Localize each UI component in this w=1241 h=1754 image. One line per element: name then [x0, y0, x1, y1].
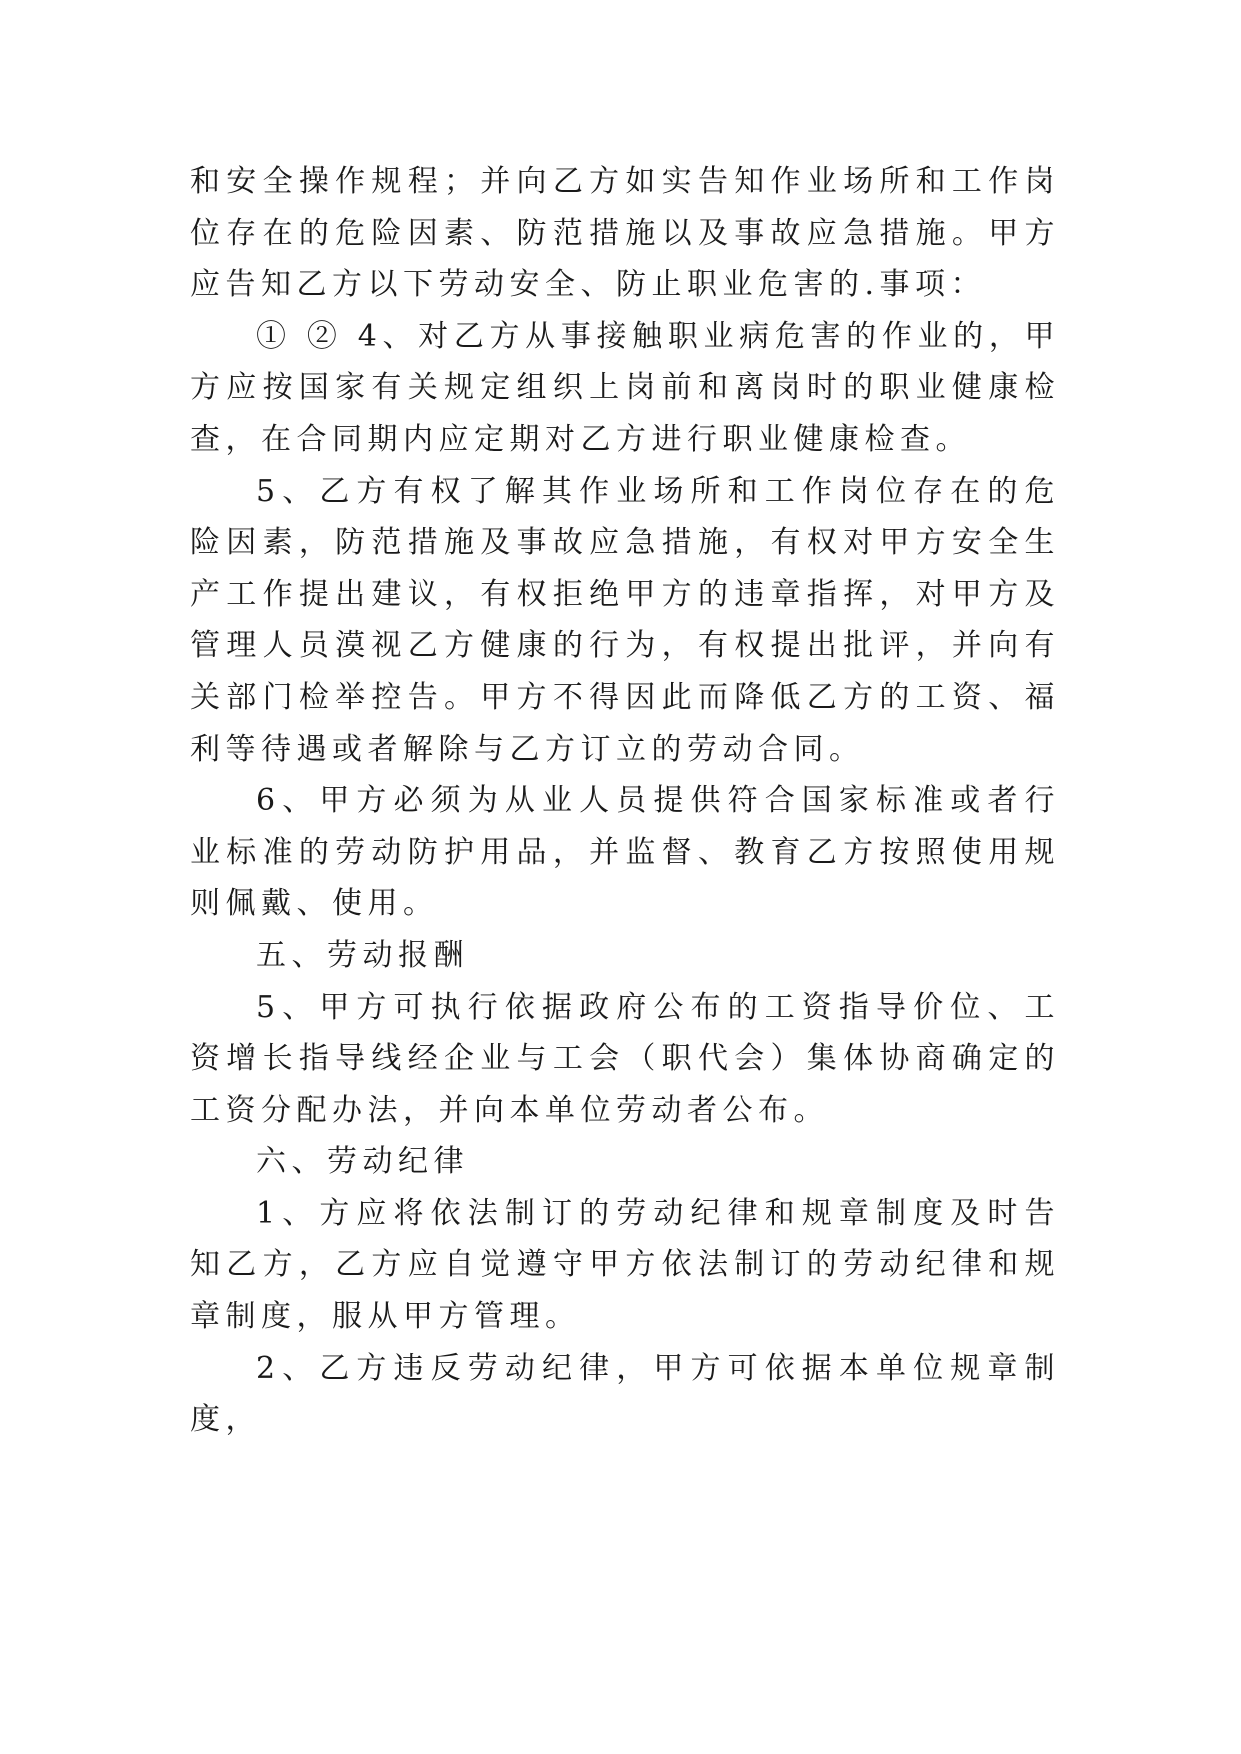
paragraph-health-check: ① ② 4、对乙方从事接触职业病危害的作业的，甲方应按国家有关规定组织上岗前和离岗时的职业健康检查，在合同期内应定期对乙方进行职业健康检查。 [190, 318, 1060, 457]
paragraph-worker-rights: 5、乙方有权了解其作业场所和工作岗位存在的危险因素，防范措施及事故应急措施，有权对甲方安全生产工作提出建议，有权拒绝甲方的违章指挥，对甲方及管理人员漠视乙方健康的行为，有权提出批评，并向有关部门检举控告。甲方不得因此而降低乙方的工资、福利等待遇或者解除与乙方订立的劳动合同。 [190, 473, 1060, 767]
section-heading-remuneration: 五、劳动报酬 [256, 937, 469, 973]
document-body [190, 156, 1060, 1446]
paragraph-protective-equipment: 6、甲方必须为从业人员提供符合国家标准或者行业标准的劳动防护用品，并监督、教育乙方按照使用规则佩戴、使用。 [190, 783, 1060, 922]
paragraph-discipline-notice: 1、方应将依法制订的劳动纪律和规章制度及时告知乙方，乙方应自觉遵守甲方依法制订的劳动纪律和规章制度，服从甲方管理。 [190, 1195, 1060, 1335]
paragraph-safety-rules: 和安全操作规程；并向乙方如实告知作业场所和工作岗位存在的危险因素、防范措施以及事故应急措施。甲方应告知乙方以下劳动安全、防止职业危害的.事项： [190, 164, 1060, 303]
paragraph-discipline-violation: 2、乙方违反劳动纪律，甲方可依据本单位规章制度， [190, 1350, 1060, 1438]
paragraph-wage-distribution: 5、甲方可执行依据政府公布的工资指导价位、工资增长指导线经企业与工会（职代会）集体协商确定的工资分配办法，并向本单位劳动者公布。 [190, 989, 1060, 1128]
section-heading-discipline: 六、劳动纪律 [256, 1144, 469, 1180]
